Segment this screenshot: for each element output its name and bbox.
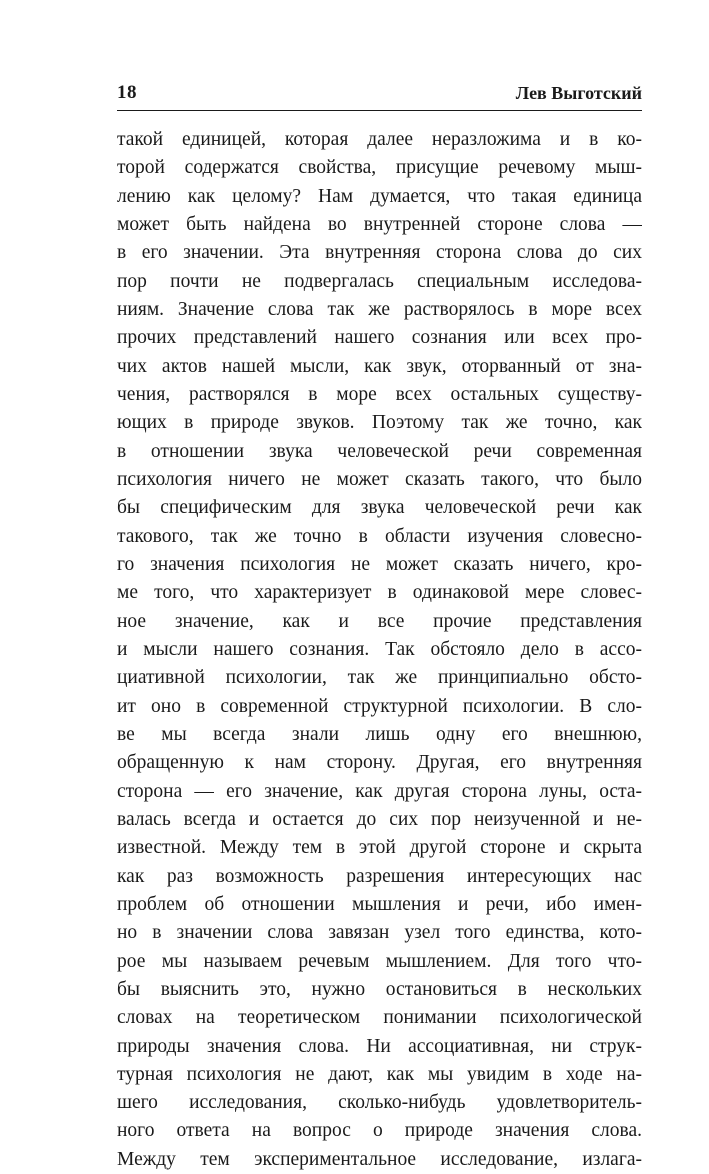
text-line: пор почти не подвергалась специальным исследова- <box>117 270 642 292</box>
text-line: ниям. Значение слова так же растворялось в море всех <box>117 298 642 320</box>
text-line: словах на теоретическом понимании психологической <box>117 1007 642 1029</box>
text-line: валась всегда и остается до сих пор неизученной и не- <box>117 808 642 830</box>
text-line: шего исследования, сколько-нибудь удовлетворитель- <box>117 1092 642 1114</box>
text-line: в отношении звука человеческой речи современная <box>117 440 642 462</box>
text-line: такового, так же точно в области изучения словесно- <box>117 525 642 547</box>
text-line: ме того, что характеризует в одинаковой мере словес- <box>117 582 642 604</box>
text-line: торой содержатся свойства, присущие речевому мыш- <box>117 157 642 179</box>
text-line: такой единицей, которая далее неразложима и в ко- <box>117 129 642 150</box>
text-line: циативной психологии, так же принципиально обсто- <box>117 667 642 689</box>
text-line: природы значения слова. Ни ассоциативная, ни струк- <box>117 1035 642 1057</box>
text-line: рое мы называем речевым мышлением. Для того что- <box>117 950 642 972</box>
text-line: и мысли нашего сознания. Так обстояло дело в ассо- <box>117 638 642 660</box>
text-line: может быть найдена во внутренней стороне слова — <box>117 213 642 235</box>
text-line: как раз возможность разрешения интересующих нас <box>117 865 642 887</box>
header-rule <box>117 110 642 111</box>
text-line: ве мы всегда знали лишь одну его внешнюю, <box>117 723 642 745</box>
text-line: бы выяснить это, нужно остановиться в нескольких <box>117 978 642 1000</box>
text-line: чих актов нашей мысли, как звук, оторванный от зна- <box>117 355 642 377</box>
text-line: прочих представлений нашего сознания или всех про- <box>117 327 642 349</box>
text-line: психология ничего не может сказать такого, что было <box>117 468 642 490</box>
body-text <box>117 126 642 1174</box>
text-line: бы специфическим для звука человеческой речи как <box>117 497 642 519</box>
running-head <box>117 82 642 108</box>
text-line: чения, растворялся в море всех остальных существу- <box>117 383 642 405</box>
running-title: Лев Выготский <box>515 83 642 103</box>
text-line: ющих в природе звуков. Поэтому так же точно, как <box>117 412 642 434</box>
text-line: ного ответа на вопрос о природе значения слова. <box>117 1120 642 1142</box>
text-line: но в значении слова завязан узел того единства, кото- <box>117 922 642 944</box>
text-line: обращенную к нам сторону. Другая, его внутренняя <box>117 752 642 774</box>
text-line: сторона — его значение, как другая сторона луны, оста- <box>117 780 642 802</box>
text-line: известной. Между тем в этой другой стороне и скрыта <box>117 837 642 859</box>
text-line: лению как целому? Нам думается, что такая единица <box>117 185 642 207</box>
text-line: ит оно в современной структурной психологии. В сло- <box>117 695 642 717</box>
text-line: проблем об отношении мышления и речи, ибо имен- <box>117 893 642 915</box>
page-number: 18 <box>117 82 137 103</box>
text-line: в его значении. Эта внутренняя сторона слова до сих <box>117 242 642 264</box>
text-line: ное значение, как и все прочие представления <box>117 610 642 632</box>
text-line: го значения психология не может сказать ничего, кро- <box>117 553 642 575</box>
text-line: Между тем экспериментальное исследование, излага- <box>117 1148 642 1170</box>
text-line: турная психология не дают, как мы увидим в ходе на- <box>117 1063 642 1085</box>
